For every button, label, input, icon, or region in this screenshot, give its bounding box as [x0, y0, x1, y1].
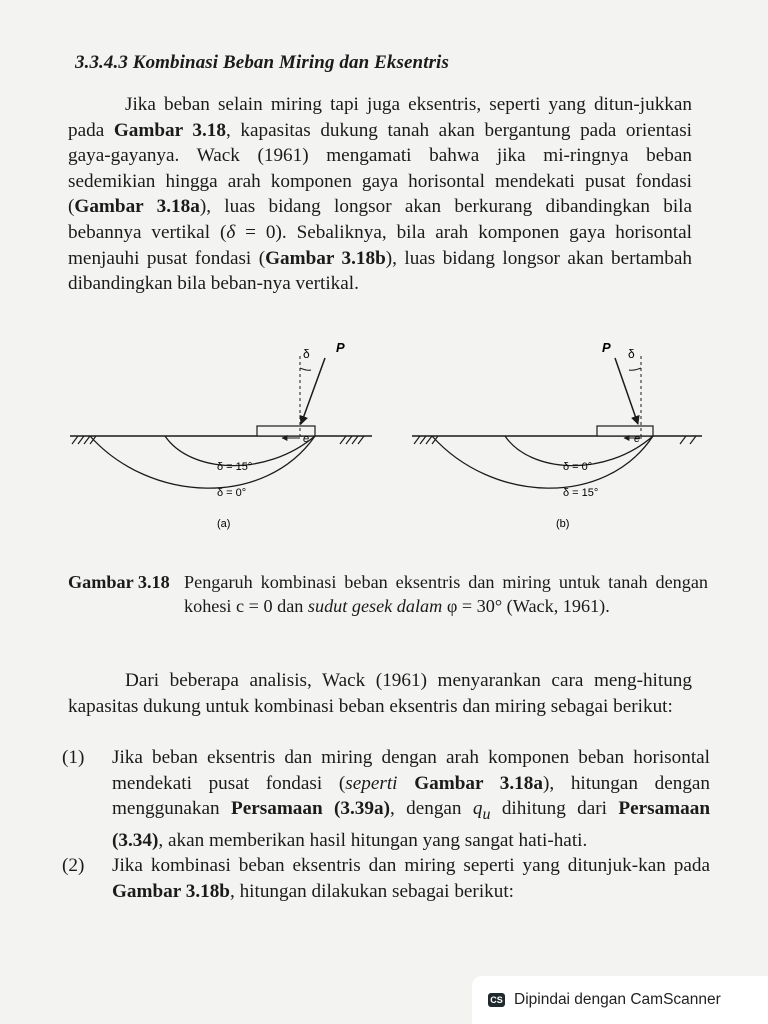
load-arrow-a: [301, 358, 325, 424]
footing-b: [597, 426, 653, 436]
list-1-text-5: , akan memberikan hasil hitungan yang sangat hati-hati.: [158, 829, 588, 851]
list-1-qu: q: [472, 798, 483, 820]
list-item: [62, 853, 712, 904]
figure-ref-3-18b: Gambar 3.18b: [265, 247, 386, 269]
paragraph-1: [68, 92, 692, 297]
figure-3-18: [60, 338, 710, 533]
list-number: (1): [62, 747, 85, 768]
list-1-figure-ref: Gambar 3.18a: [414, 772, 543, 794]
paragraph-1-text-5: ), luas bidang longsor akan bertambah dibandingkan bila beban-nya vertikal.: [68, 247, 693, 295]
camscanner-watermark: [472, 976, 768, 1024]
ground-hatch-b-right: [680, 436, 696, 444]
list-1-text-1: Jika beban eksentris dan miring dengan arah komponen beban horisontal mendekati pusat fondasi (: [112, 747, 710, 794]
list-1-equation-ref-1: Persamaan (3.39a): [231, 798, 390, 820]
load-label-b: P: [602, 340, 611, 355]
load-label-a: P: [336, 340, 345, 355]
paragraph-1-text-1: Jika beban selain miring tapi juga eksentris, seperti yang ditun-jukkan pada: [68, 94, 692, 141]
numbered-list: [62, 745, 712, 904]
list-2-text-2: , hitungan dilakukan sebagai berikut:: [229, 880, 514, 902]
delta-symbol: δ: [226, 221, 236, 243]
figure-caption: [68, 570, 708, 618]
list-2-figure-ref: Gambar 3.18b: [112, 880, 230, 902]
figure-ref-3-18: Gambar 3.18: [113, 119, 226, 141]
caption-label: Gambar 3.18: [68, 572, 170, 592]
angle-arc-b: [629, 368, 641, 370]
curve-label-b-2: δ = 15°: [563, 487, 599, 499]
paragraph-1-text-3: ), luas bidang longsor akan berkurang dibandingkan bila bebannya vertikal (: [68, 196, 693, 243]
paragraph-2: [68, 668, 692, 719]
caption-text-1: Pengaruh kombinasi beban eksentris dan miring untuk tanah dengan kohesi c = 0 dan: [184, 572, 708, 616]
ground-hatch-a-right: [340, 436, 364, 444]
list-1-equation-ref-2: Persamaan (3.34): [112, 798, 710, 851]
figure-3-18-diagram: [60, 338, 710, 533]
curve-label-a-1: δ = 15°: [217, 461, 253, 473]
caption-text: [184, 570, 708, 618]
paragraph-1-text-4: = 0). Sebaliknya, bila arah komponen gaya horisontal menjauhi pusat fondasi (: [68, 221, 692, 269]
list-2-text-1: Jika kombinasi beban eksentris dan miring seperti yang ditunjuk-kan pada: [112, 855, 710, 877]
list-number: (2): [62, 855, 85, 877]
list-1-space: [398, 773, 415, 794]
paragraph-2-text: Dari beberapa analisis, Wack (1961) menyarankan cara meng-hitung kapasitas dukung untuk kombinasi beban eksentris dan miring sebagai berikut:: [68, 670, 692, 717]
ground-hatch-a-left: [72, 436, 96, 444]
panel-label-b: (b): [556, 518, 570, 530]
list-1-italic: seperti: [345, 772, 398, 794]
list-1-text-3: , dengan: [389, 798, 473, 820]
list-1-text-2: ), hitungan dengan menggunakan: [112, 772, 711, 820]
ground-hatch-b-left: [414, 436, 438, 444]
paragraph-1-text-2: , kapasitas dukung tanah akan bergantung pada orientasi gaya-gayanya. Wack (1961) mengamati bahwa jika mi-ringnya beban sedemikian hingga arah komponen gaya horisontal mendekati pusat fondasi (: [68, 119, 692, 218]
list-text: [112, 853, 712, 904]
angle-label-a: δ: [303, 347, 310, 361]
caption-italic: sudut gesek dalam: [307, 596, 443, 616]
caption-text-2: φ = 30° (Wack, 1961).: [442, 596, 610, 616]
list-item: [62, 745, 712, 853]
panel-label-a: (a): [217, 518, 231, 530]
list-text: [112, 745, 712, 853]
load-arrow-b: [615, 358, 638, 424]
list-1-text-4: dihitung dari: [490, 798, 619, 820]
curve-label-a-2: δ = 0°: [217, 487, 247, 499]
camscanner-logo-icon: CS: [488, 993, 505, 1007]
panel-a: [70, 340, 372, 530]
curve-label-b-1: δ = 0°: [563, 461, 593, 473]
figure-ref-3-18a: Gambar 3.18a: [74, 196, 200, 218]
ecc-label-a: e: [303, 433, 310, 445]
angle-label-b: δ: [628, 347, 635, 361]
panel-b: [412, 340, 702, 530]
angle-arc-a: [300, 368, 311, 370]
section-heading: 3.3.4.3 Kombinasi Beban Miring dan Eksentris: [75, 52, 449, 73]
ecc-label-b: e: [634, 433, 641, 445]
camscanner-text: Dipindai dengan CamScanner: [514, 991, 721, 1008]
list-1-qu-sub: u: [482, 806, 491, 824]
